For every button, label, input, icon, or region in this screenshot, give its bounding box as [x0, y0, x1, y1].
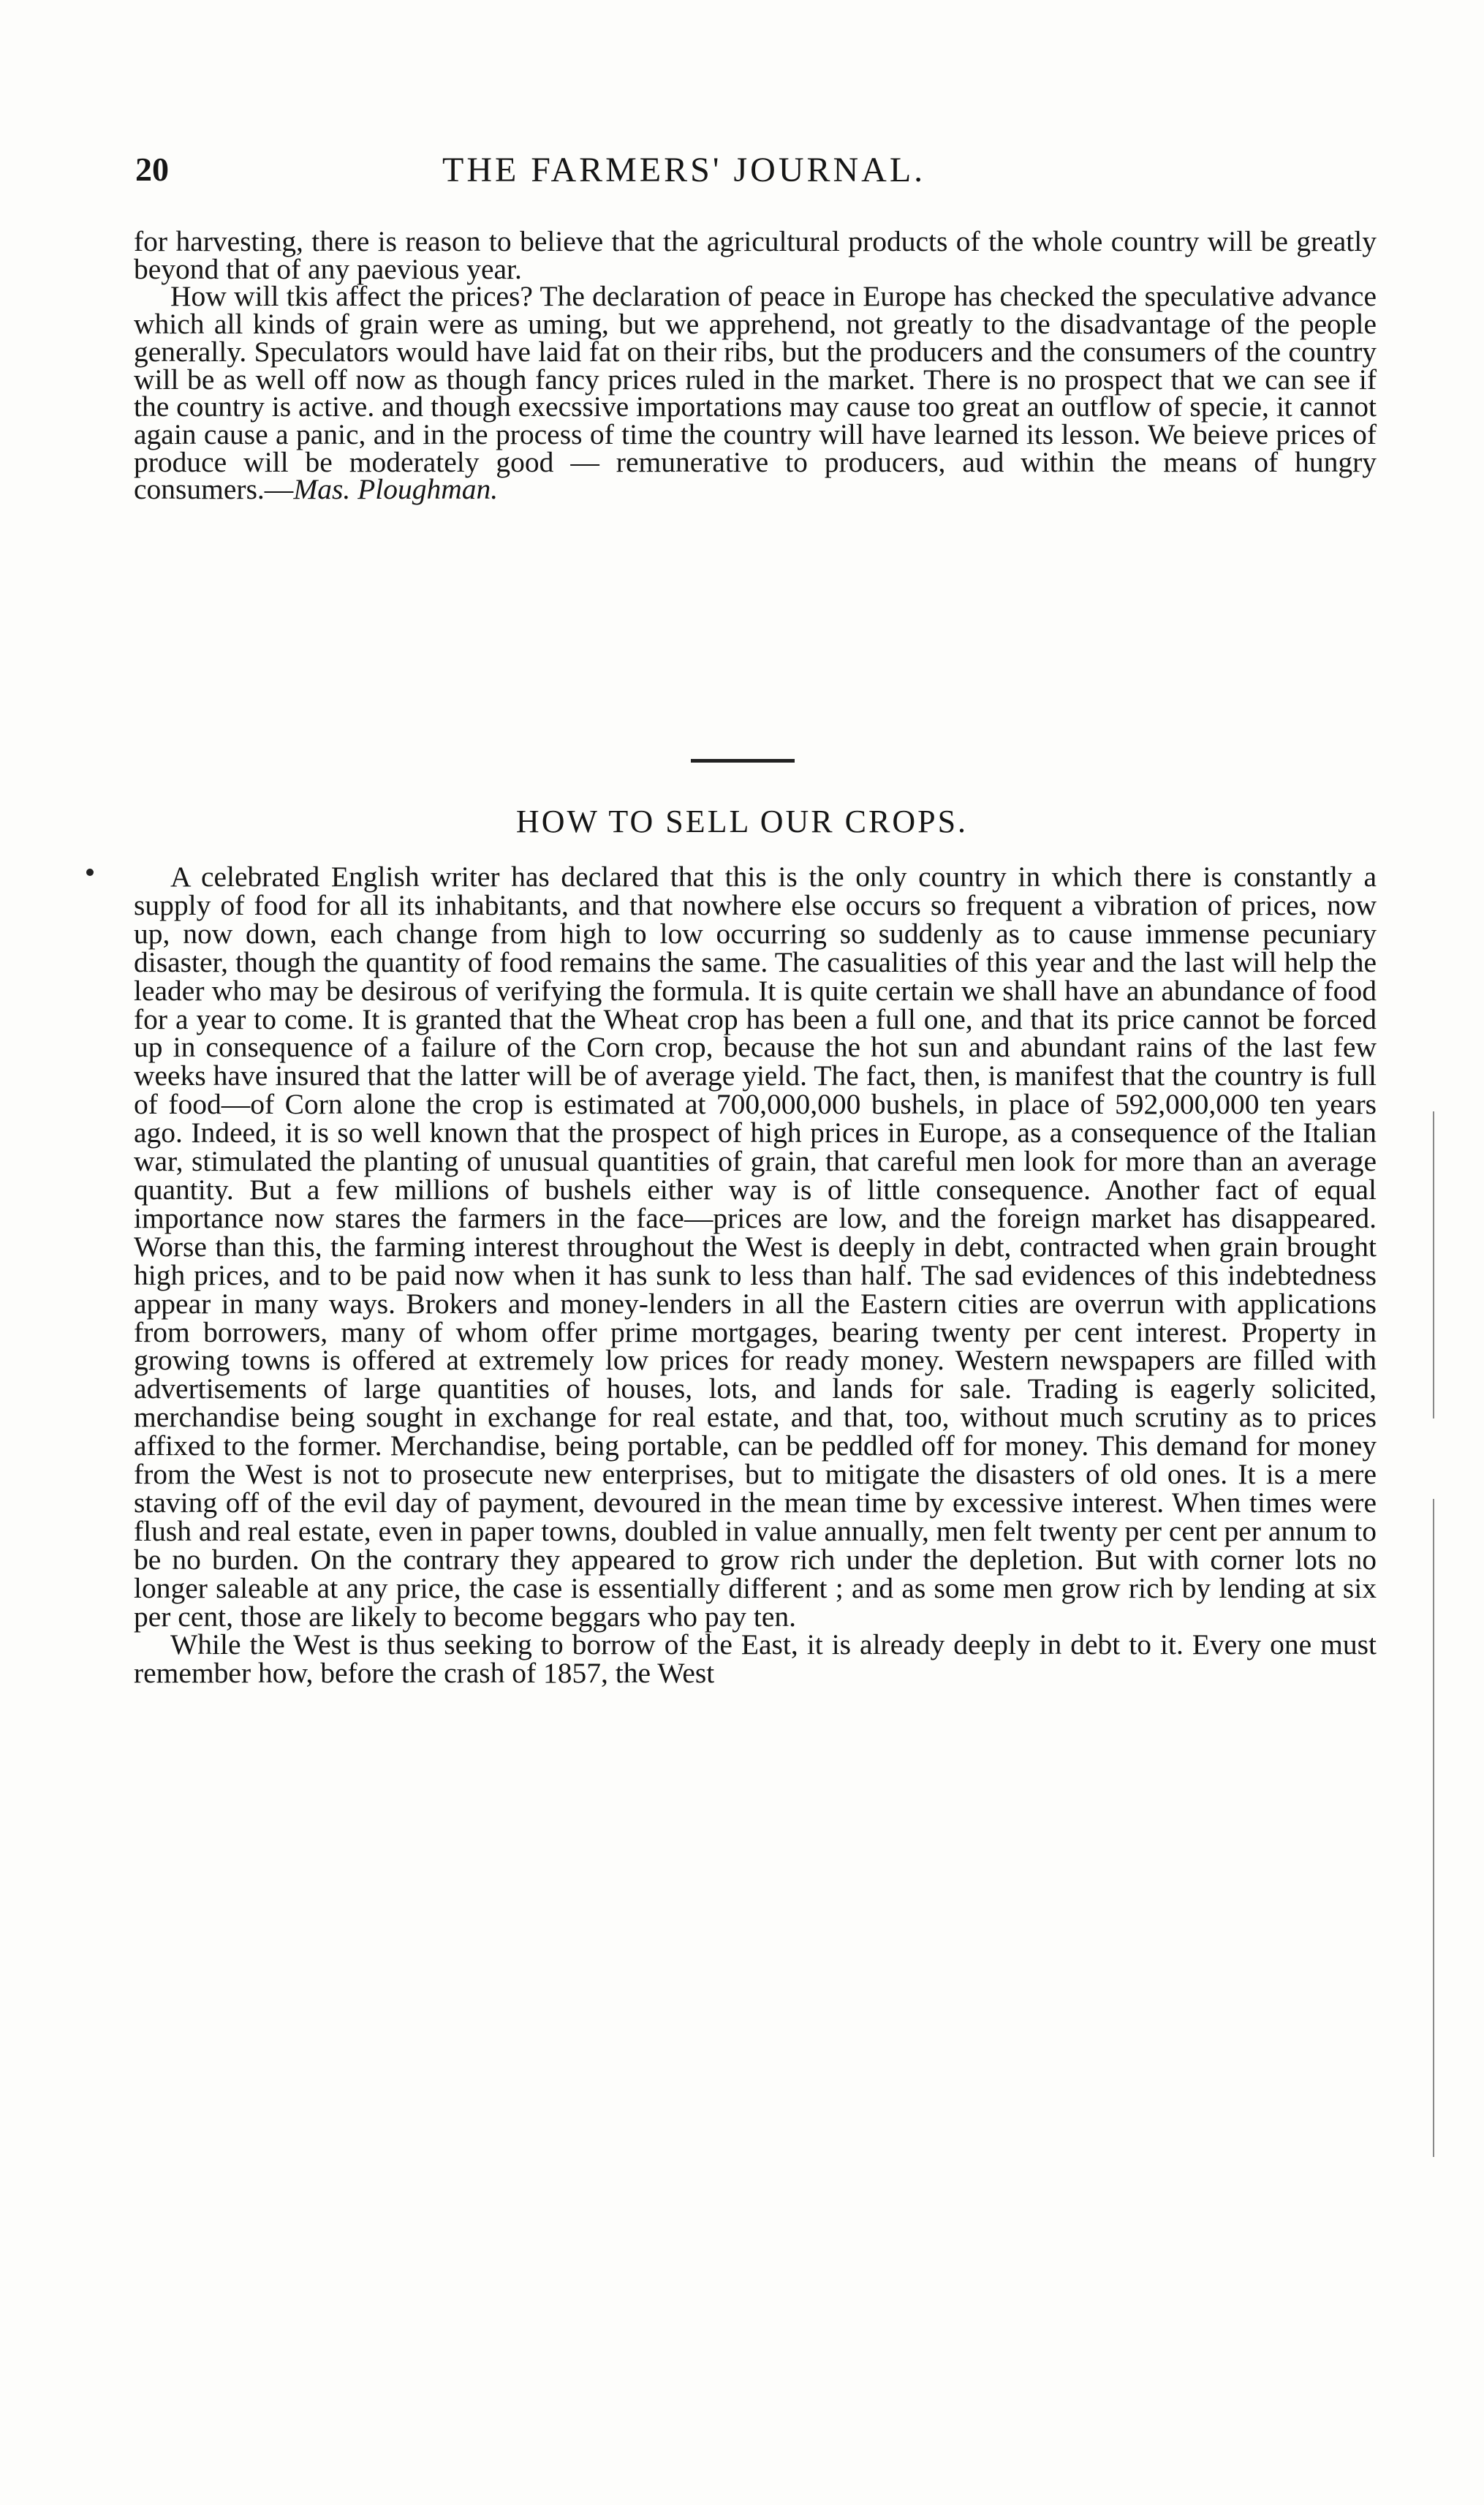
margin-mark	[86, 869, 94, 876]
page-edge-shadow	[1433, 1499, 1434, 2157]
article-body	[134, 863, 1377, 1688]
paragraph: for harvesting, there is reason to believe that the agricultural products of the whole country will be greatly beyond that of any paevious year.	[134, 225, 1377, 285]
paragraph: A celebrated English writer has declared that this is the only country in which there is constantly a supply of food for all its inhabitants, and that nowhere else occurs so frequent a vibration of prices, now up, now down, each change from high to low occurring so suddenly as to cause immense pecuniary disaster, though the quantity of food remains the same. The casualities of this year and the last will help the leader who may be desirous of verifying the formula. It is quite certain we shall have an abundance of food for a year to come. It is granted that the Wheat crop has been a full one, and that its price cannot be forced up in consequence of a failure of the Corn crop, because the hot sun and abundant rains of the last few weeks have insured that the latter will be of average yield. The fact, then, is manifest that the country is full of food—of Corn alone the crop is estimated at 700,000,000 bushels, in place of 592,000,000 ten years ago. Indeed, it is so well known that the prospect of high prices in Europe, as a consequence of the Italian war, stimulated the planting of unusual quantities of grain, that careful men look for more than an average quantity. But a few millions of bushels either way is of little consequence. Another fact of equal importance now stares the farmers in the face—prices are low, and the foreign market has disappeared. Worse than this, the farming interest throughout the West is deeply in debt, contracted when grain brought high prices, and to be paid now when it has sunk to less than half. The sad evidences of this indebtedness appear in many ways. Brokers and money-lenders in all the Eastern cities are overrun with applications from borrowers, many of whom offer prime mortgages, bearing twenty per cent interest. Property in growing towns is offered at extremely low prices for ready money. Western newspapers are filled with advertisements of large quantities of houses, lots, and lands for sale. Trading is eagerly solicited, merchandise being sought in exchange for real estate, and that, too, without much scrutiny as to prices affixed to the former. Merchandise, being portable, can be peddled off for money. This demand for money from the West is not to prosecute new enterprises, but to mitigate the disasters of old ones. It is a mere staving off of the evil day of payment, devoured in the mean time by excessive interest. When times were flush and real estate, even in paper towns, doubled in value annually, men felt twenty per cent per annum to be no burden. On the contrary they appeared to grow rich under the depletion. But with corner lots no longer saleable at any price, the case is essentially different ; and as some men grow rich by lending at six per cent, those are likely to become beggars who pay ten.	[134, 861, 1377, 1633]
paragraph	[134, 280, 1377, 506]
page-edge-shadow	[1433, 1111, 1434, 1418]
journal-title: THE FARMERS' JOURNAL.	[442, 151, 926, 189]
article-title: HOW TO SELL OUR CROPS.	[515, 804, 969, 839]
source-signature: Mas. Ploughman.	[293, 473, 499, 506]
paragraph-text: How will tkis affect the prices? The declaration of peace in Europe has checked the speculative advance which all kinds of grain were as uming, but we apprehend, not greatly to the disadvantage of the people generally. Speculators would have laid fat on their ribs, but the producers and the consumers of the country will be as well off now as though fancy prices ruled in the market. There is no prospect that we can see if the country is active. and though execssive importations may cause too great an outflow of specie, it cannot again cause a panic, and in the process of time the country will have learned its lesson. We beieve prices of produce will be moderately good — remunerative to producers, aud within the means of hungry consumers.—	[134, 280, 1377, 506]
page-number: 20	[135, 151, 169, 188]
running-head	[135, 150, 1378, 194]
paragraph: While the West is thus seeking to borrow of the East, it is already deeply in debt to it. Every one must remember how, before the crash of 1857, the West	[134, 1628, 1377, 1690]
section-divider	[691, 759, 795, 763]
continued-article	[134, 225, 1377, 506]
